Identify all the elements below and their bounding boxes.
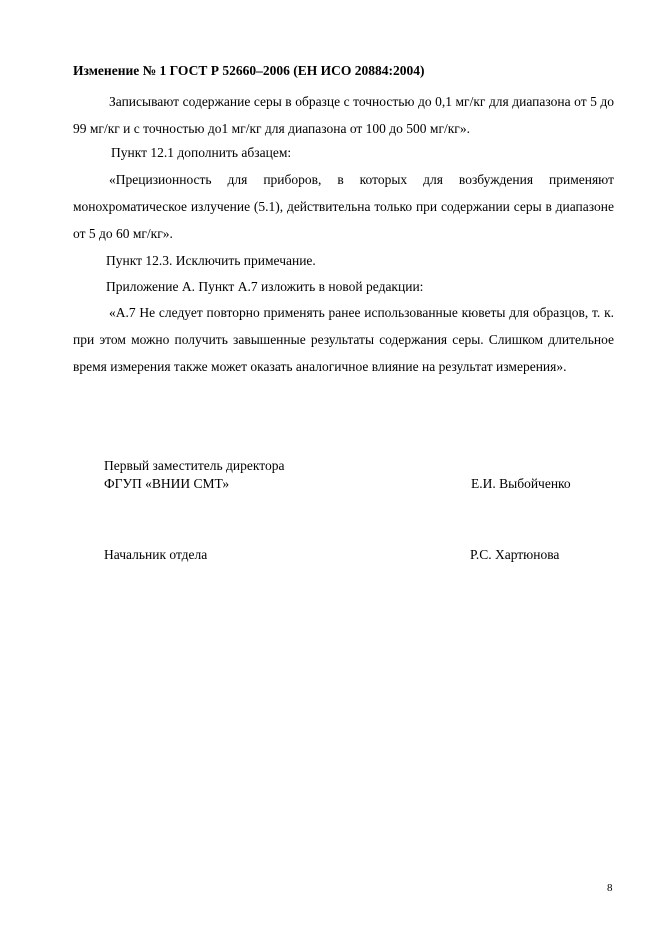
paragraph-item-12-3: Пункт 12.3. Исключить примечание. [106,253,316,268]
paragraph-precision-note: «Прецизионность для приборов, в которых для возбуждения применяют монохроматическое излучение (5.1), действительна только при содержании серы в диапазоне от 5 до 60 мг/кг». [73,172,614,241]
paragraph-item-12-1: Пункт 12.1 дополнить абзацем: [111,145,292,160]
signatory-1-position-line1: Первый заместитель директора [104,458,285,473]
signatory-1-organization: ФГУП «ВНИИ СМТ» [104,476,230,491]
signatory-2-name: Р.С. Хартюнова [470,547,560,562]
document-title: Изменение № 1 ГОСТ Р 52660–2006 (ЕН ИСО 20884:2004) [73,63,425,78]
paragraph-appendix-a: Приложение А. Пункт А.7 изложить в новой редакции: [106,279,424,294]
paragraph-a7-text: «А.7 Не следует повторно применять ранее использованные кюветы для образцов, т. к. при этом можно получить завышенные результаты содержания серы. Слишком длительное время измерения также может оказать аналогичное влияние на результат измерения». [73,305,614,374]
page-number: 8 [607,882,613,894]
paragraph-sulfur-precision: Записывают содержание серы в образце с точностью до 0,1 мг/кг для диапазона от 5 до 99 мг/кг и с точностью до1 мг/кг для диапазона от 100 до 500 мг/кг». [73,94,614,136]
signatory-1-name: Е.И. Выбойченко [471,476,571,491]
signatory-2-position: Начальник отдела [104,547,208,562]
